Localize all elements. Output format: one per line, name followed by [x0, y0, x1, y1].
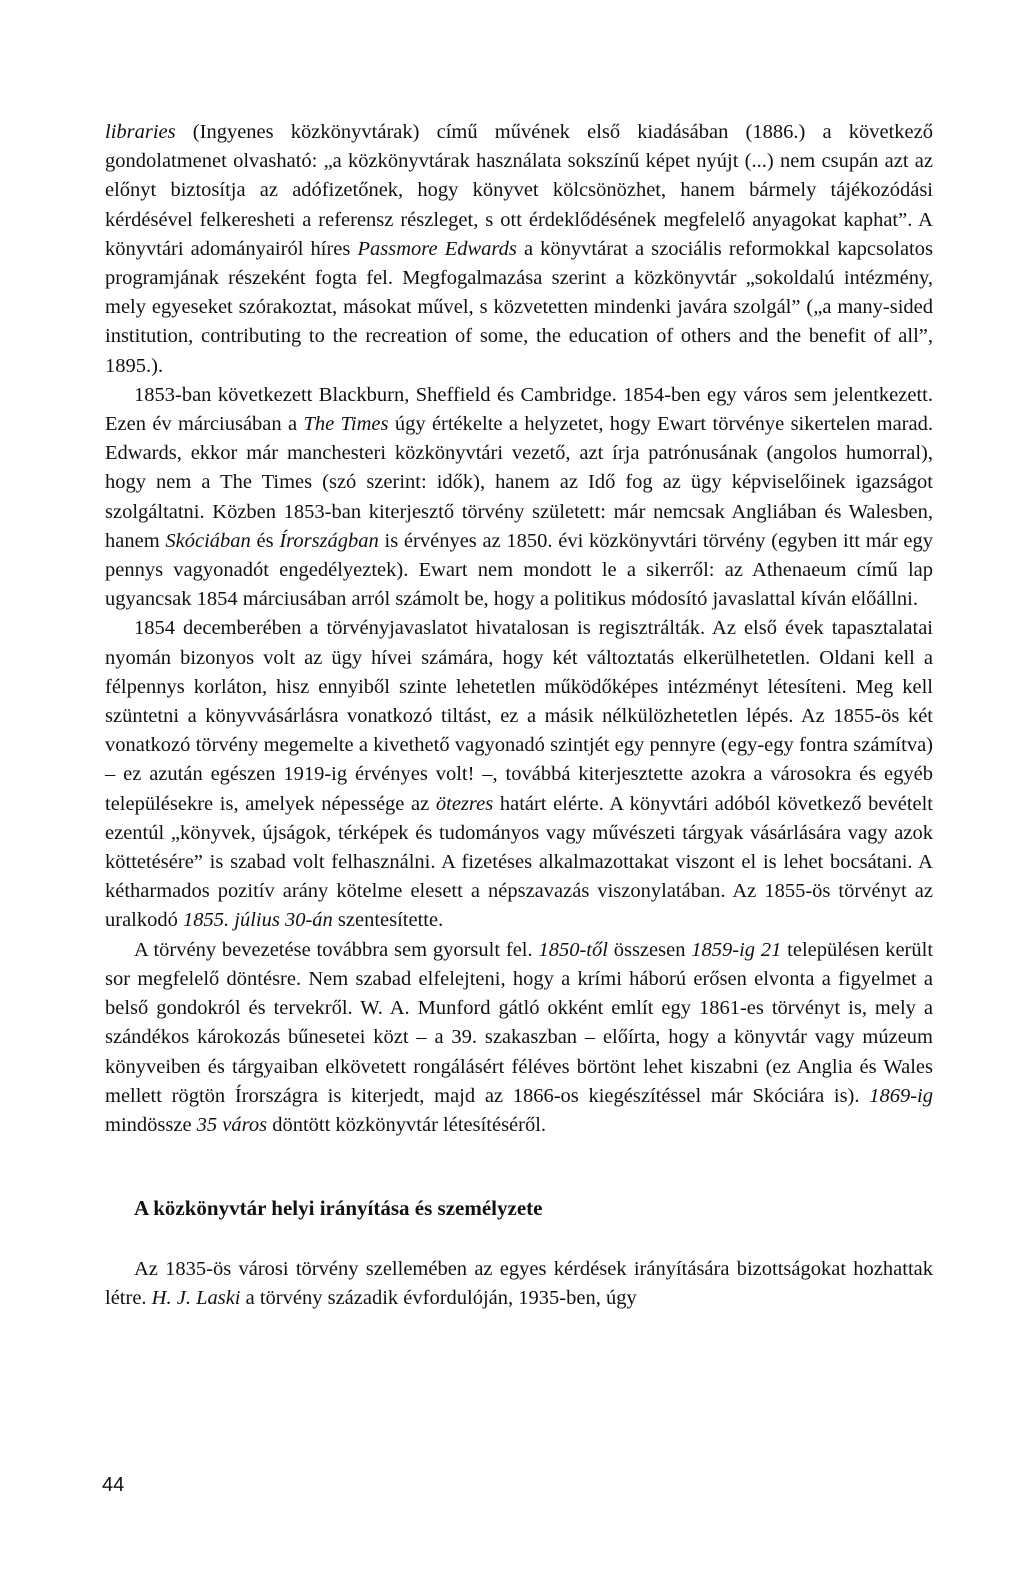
italic-text: Skóciában — [165, 529, 251, 552]
text-run: A törvény bevezetése továbbra sem gyorsult fel. — [134, 938, 539, 961]
italic-text: 1855. július 30-án — [183, 909, 333, 932]
italic-text: 1850-től — [538, 938, 608, 961]
italic-text: 1859-ig 21 — [691, 938, 782, 961]
italic-text: The Times — [303, 413, 389, 436]
italic-text: Írországban — [279, 529, 379, 552]
text-run: (Ingyenes közkönyvtárak) című művének első kiadásában (1886.) a következő gondolatmenet olvasható: „a közkönyvtárak használata sokszínű képet nyújt (...) nem csupán azt az előnyt biztosítja az adófizetőnek, hogy könyvet kölcsönözhet, hanem bármely tájékozódási kérdésével felkeresheti a referensz részleget, s ott érdeklődésének megfelelő anyagokat kaphat”. A könyvtári adományairól híres — [105, 121, 933, 260]
paragraph — [105, 381, 933, 615]
paragraph — [105, 1255, 933, 1313]
italic-text: libraries — [105, 121, 176, 143]
text-run: településen került sor megfelelő döntésre. Nem szabad elfelejteni, hogy a krími háború erősen elvonta a figyelmet a belső gondokról és tervekről. W. A. Munford gátló okként említ egy 1861-es törvényt is, mely a szándékos károkozás bűnesetei közt – a 39. szakaszban – előírta, hogy a könyvtár vagy múzeum könyveiben és tárgyaiban elkövetett rongálásért féléves börtönt lehet kiszabni (ez Anglia és Wales mellett rögtön Írországra is kiterjedt, majd az 1866-os kiegészítéssel már Skóciára is). — [105, 938, 934, 1107]
text-run: mindössze — [105, 1113, 197, 1136]
paragraph — [105, 936, 933, 1140]
text-run: döntött közkönyvtár létesítéséről. — [267, 1113, 547, 1136]
page-number: 44 — [102, 1474, 125, 1496]
italic-text: 35 város — [196, 1113, 268, 1136]
text-run: a könyvtárat a szociális reformokkal kapcsolatos programjának részeként fogta fel. Megfogalmazása szerint a közkönyvtár „sokoldalú intézmény, mely egyeseket szórakoztat, másokat művel, s közvetetten mindenki javára szolgál” („a many-sided institution, contributing to the recreation of some, the education of others and the benefit of all”, 1895.). — [105, 237, 933, 377]
text-run: határt elérte. A könyvtári adóból következő bevételt ezentúl „könyvek, újságok, térképek és tudományos vagy művészeti tárgyak vásárlására vagy azok köttetésére” is szabad volt felhasználni. A fizetéses alkalmazottakat viszont el is lehet bocsátani. A kétharmados pozitív arány kötelme elesett a népszavazás viszonylatában. Az 1855-ös törvényt az uralkodó — [105, 792, 934, 932]
text-run: 1854 decemberében a törvényjavaslatot hivatalosan is regisztrálták. Az első évek tapasztalatai nyomán bizonyos volt az ügy hívei számára, hogy két változtatás elkerülhetetlen. Oldani kell a félpennys korláton, hisz ennyiből szinte lehetetlen működőképes intézményt létesíteni. Meg kell szüntetni a könyvvásárlásra vonatkozó tiltást, ez a másik nélkülözhetetlen lépés. Az 1855-ös két vonatkozó törvény megemelte a kivethető vagyonadó szintjét egy pennyre (egy-egy fontra számítva) – ez azután egészen 1919-ig érvényes volt! –, továbbá kiterjesztette azokra a városokra és egyéb településekre is, amelyek népessége az — [105, 617, 933, 815]
text-run: és — [250, 529, 280, 552]
paragraph — [105, 614, 933, 935]
text-run: összesen — [607, 938, 692, 961]
italic-text: 1869-ig — [869, 1084, 933, 1107]
text-run: a törvény századik évfordulóján, 1935-ben, úgy — [240, 1287, 637, 1310]
text-run: is érvényes az 1850. évi közkönyvtári törvény (egyben itt már egy pennys vagyonadót engedélyeztek). Ewart nem mondott le a sikerről: az Athenaeum című lap ugyancsak 1854 márciusában arról számolt be, hogy a politikus módosító javaslattal kíván előállni. — [105, 529, 933, 611]
italic-text: Passmore Edwards — [357, 237, 517, 260]
text-run: 1853-ban következett Blackburn, Sheffield és Cambridge. 1854-ben egy város sem jelentkezett. Ezen év márciusában a — [105, 383, 933, 436]
section-heading: A közkönyvtár helyi irányítása és személyzete — [134, 1196, 543, 1221]
paragraph — [105, 118, 933, 381]
text-run: szentesítette. — [332, 909, 444, 932]
text-column — [105, 118, 933, 1314]
italic-text: H. J. Laski — [151, 1287, 241, 1310]
text-run: Az 1835-ös városi törvény szellemében az egyes kérdések irányítására bizottságokat hozhattak létre. — [105, 1258, 933, 1310]
text-run: úgy értékelte a helyzetet, hogy Ewart törvénye sikertelen marad. Edwards, ekkor már manchesteri közkönyvtári vezető, azt írja patrónusának (angolos humorral), hogy nem a The Times (szó szerint: idők), hanem az Idő fog az ügy képviselőinek igazságot szolgáltatni. Közben 1853-ban kiterjesztő törvény született: már nemcsak Angliában és Walesben, hanem — [105, 413, 933, 552]
italic-text: ötezres — [435, 792, 494, 815]
